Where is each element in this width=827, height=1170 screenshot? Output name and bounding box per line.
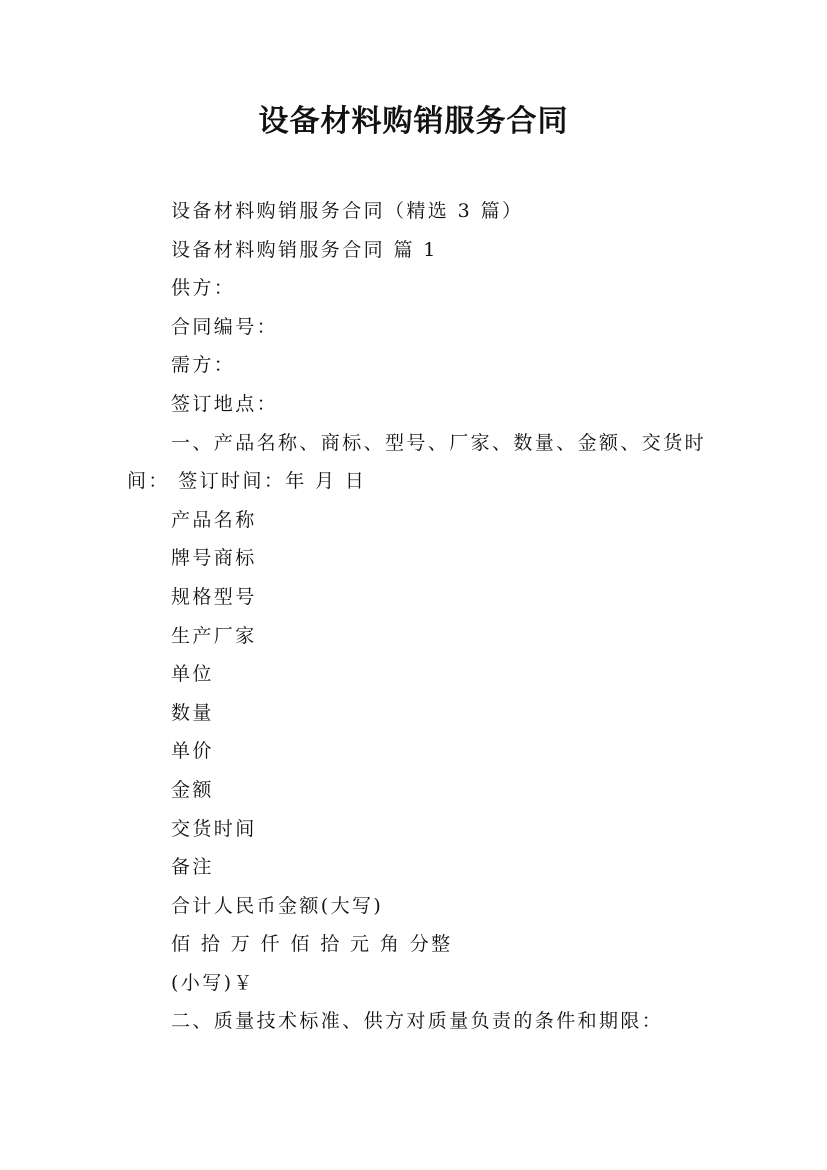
paragraph-contract-number: 合同编号： <box>171 315 279 338</box>
paragraph-unit-price: 单价 <box>171 740 214 763</box>
paragraph-remarks: 备注 <box>171 856 214 879</box>
paragraph-model-spec: 规格型号 <box>171 585 257 608</box>
document-title: 设备材料购销服务合同 <box>258 104 569 139</box>
paragraph-total-lowercase: (小写)￥ <box>171 971 255 994</box>
paragraph-quantity: 数量 <box>171 701 214 724</box>
paragraph-buyer: 需方： <box>171 354 236 377</box>
paragraph-signing-place: 签订地点： <box>171 392 279 415</box>
paragraph-unit: 单位 <box>171 663 214 686</box>
paragraph-amount: 金额 <box>171 778 214 801</box>
paragraph-supplier: 供方： <box>171 277 236 300</box>
paragraph-manufacturer: 生产厂家 <box>171 624 257 647</box>
paragraph-delivery-time: 交货时间 <box>171 817 257 840</box>
paragraph-brand-trademark: 牌号商标 <box>171 547 257 570</box>
paragraph-total-uppercase: 合计人民币金额(大写) <box>171 894 384 917</box>
paragraph-amount-units: 佰 拾 万 仟 佰 拾 元 角 分整 <box>171 933 453 956</box>
paragraph-clause-1: 一、产品名称、商标、型号、厂家、数量、金额、交货时间： 签订时间：年 月 日 <box>127 431 707 493</box>
document-body <box>127 192 707 1041</box>
paragraph-product-name: 产品名称 <box>171 508 257 531</box>
paragraph-clause-2: 二、质量技术标准、供方对质量负责的条件和期限： <box>171 1010 664 1033</box>
paragraph-section-heading: 设备材料购销服务合同 篇 1 <box>171 238 438 261</box>
paragraph-doc-heading: 设备材料购销服务合同（精选 3 篇） <box>171 200 524 222</box>
